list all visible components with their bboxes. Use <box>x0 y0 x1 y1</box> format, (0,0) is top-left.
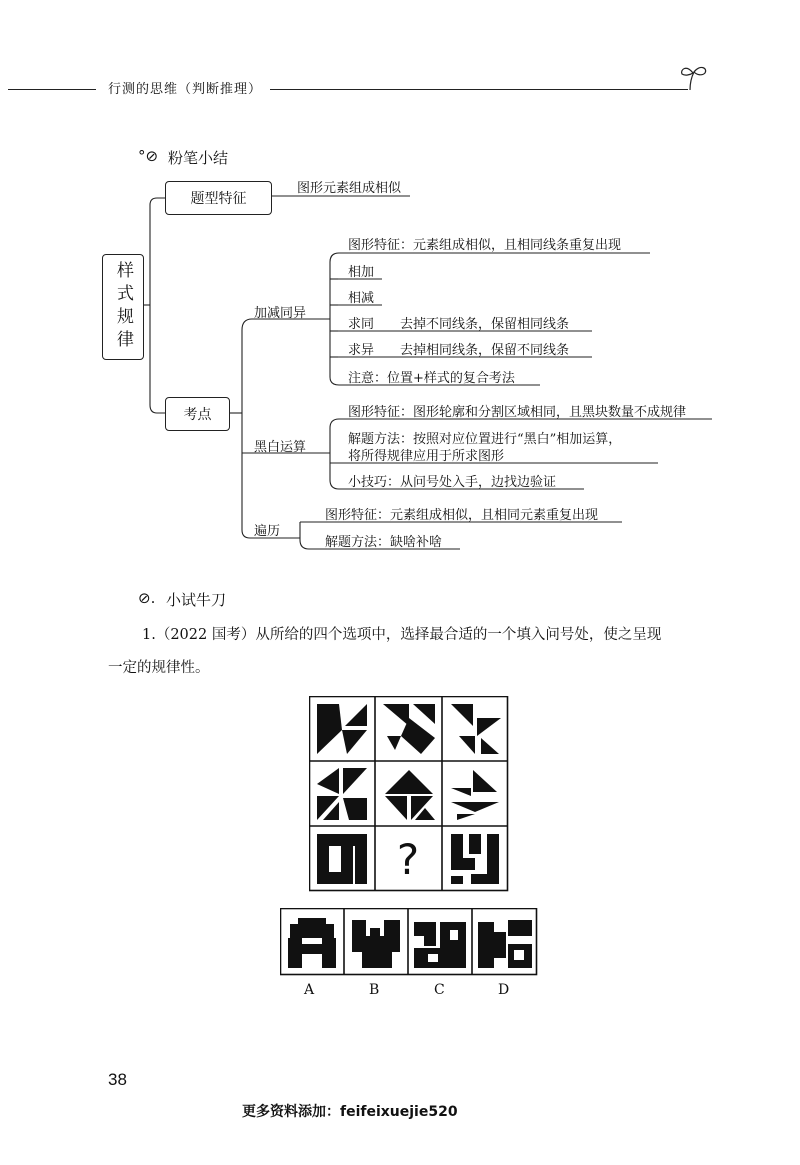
summary-title: 粉笔小结 <box>168 149 229 167</box>
missing-cell-mark: ? <box>396 835 420 884</box>
practice-icon: ⊘. <box>138 589 156 607</box>
chalk-icon: °⊘ <box>138 147 159 165</box>
question-line-2: 一定的规律性。 <box>108 660 210 676</box>
footer-note: 更多资料添加：feifeixuejie520 <box>242 1104 458 1120</box>
root-node-label: 样式规律 <box>113 261 133 353</box>
page-number: 38 <box>108 1070 127 1089</box>
practice-title: 小试牛刀 <box>166 591 227 609</box>
leaf-different: 求异 去掉相同线条，保留不同线条 <box>348 343 570 358</box>
leaf-bw-method-2: 将所得规律应用于所求图形 <box>348 449 505 464</box>
options-strip <box>280 908 538 976</box>
option-c-label: C <box>434 982 445 998</box>
branch-label-exam-points: 考点 <box>183 407 212 423</box>
leaf-subtract: 相减 <box>348 291 375 306</box>
branch-label-features: 题型特征 <box>190 191 247 207</box>
cell-3-1-figure <box>317 834 367 884</box>
leaf-bw-tip: 小技巧：从问号处入手，边找边验证 <box>348 475 557 490</box>
leaf-note: 注意：位置+样式的复合考法 <box>348 371 515 386</box>
subbranch-add-subtract: 加减同异 <box>254 306 307 321</box>
leaf-same: 求同 去掉不同线条，保留相同线条 <box>348 317 570 332</box>
leaf-traverse-method: 解题方法：缺啥补啥 <box>325 535 443 550</box>
leaf-bw-feature: 图形特征：图形轮廓和分割区域相同，且黑块数量不成规律 <box>348 405 687 420</box>
option-b-label: B <box>369 982 380 998</box>
branch-node-features <box>165 181 272 215</box>
subbranch-black-white: 黑白运算 <box>254 440 307 455</box>
puzzle-grid <box>309 696 509 892</box>
leaf-bw-method-1: 解题方法：按照对应位置进行“黑白”相加运算， <box>348 432 622 447</box>
subbranch-traverse: 遍历 <box>254 524 281 539</box>
feature-desc: 图形元素组成相似 <box>297 181 402 196</box>
question-line-1: 1.（2022 国考）从所给的四个选项中，选择最合适的一个填入问号处，使之呈现 <box>142 627 662 643</box>
option-a-label: A <box>304 982 315 998</box>
option-d-label: D <box>498 982 510 998</box>
leaf-traverse-feature: 图形特征：元素组成相似，且相同元素重复出现 <box>325 508 599 523</box>
leaf-add: 相加 <box>348 265 375 280</box>
cell-3-3-figure <box>451 834 499 884</box>
running-header: 行测的思维（判断推理） <box>104 78 266 97</box>
root-node-box <box>102 254 144 360</box>
leaf-add-subtract-feature: 图形特征：元素组成相似，且相同线条重复出现 <box>348 238 622 253</box>
branch-node-exam-points <box>165 397 230 431</box>
